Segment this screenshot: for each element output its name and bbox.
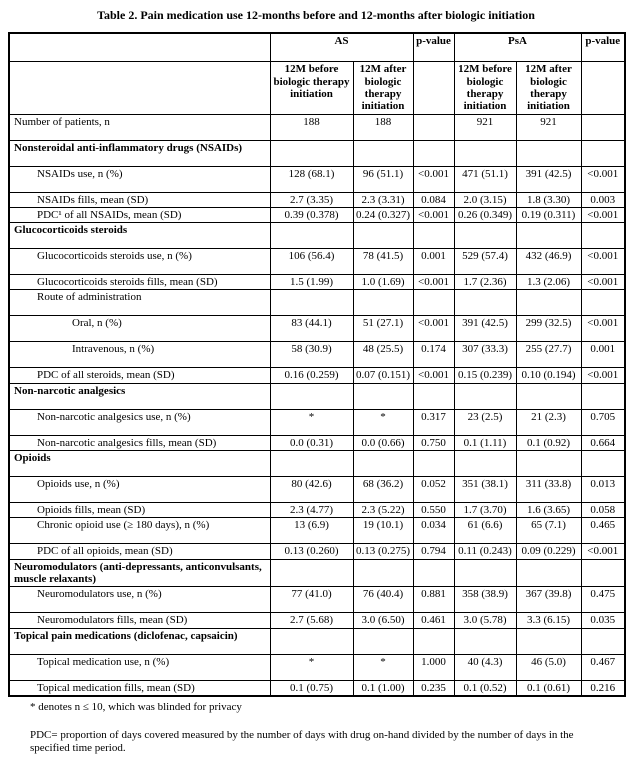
data-cell: 0.1 (0.75) <box>270 680 353 696</box>
footnote-asterisk: * denotes n ≤ 10, which was blinded for privacy <box>30 700 242 713</box>
data-cell: <0.001 <box>413 207 454 222</box>
table-row <box>9 316 625 342</box>
table-row <box>9 654 625 680</box>
row-label: Topical medication fills, mean (SD) <box>9 680 270 696</box>
data-cell: 0.1 (0.92) <box>516 435 581 450</box>
table-row <box>9 680 625 696</box>
data-cell <box>581 383 625 409</box>
table-title: Table 2. Pain medication use 12-months before and 12-months after biologic initiation <box>97 8 535 22</box>
data-cell <box>581 559 625 587</box>
section-header-label: Opioids <box>9 451 270 477</box>
data-cell: 307 (33.3) <box>454 342 516 368</box>
data-cell: 68 (36.2) <box>353 477 413 503</box>
column-group-header-p-value: p-value <box>413 33 454 62</box>
data-cell: 311 (33.8) <box>516 477 581 503</box>
data-cell: 3.0 (6.50) <box>353 613 413 628</box>
data-cell: 0.750 <box>413 435 454 450</box>
data-cell: 23 (2.5) <box>454 409 516 435</box>
row-label: NSAIDs fills, mean (SD) <box>9 192 270 207</box>
data-cell <box>413 559 454 587</box>
data-cell: 106 (56.4) <box>270 249 353 275</box>
data-cell: 0.24 (0.327) <box>353 207 413 222</box>
footnotes <box>30 701 592 756</box>
data-cell <box>454 140 516 166</box>
table-row <box>9 477 625 503</box>
data-cell: <0.001 <box>581 316 625 342</box>
data-cell: 471 (51.1) <box>454 166 516 192</box>
column-header-12m-after-biologic-therapy-initiation: 12M after biologic therapy initiation <box>516 62 581 114</box>
data-cell: 58 (30.9) <box>270 342 353 368</box>
data-cell <box>516 559 581 587</box>
footnote-pdc-definition: PDC= proportion of days covered measured by the number of days with drug on-hand divided by the number of days in the specified time period. <box>30 728 574 755</box>
row-label: Glucocorticoids steroids fills, mean (SD) <box>9 275 270 290</box>
data-cell <box>353 383 413 409</box>
data-cell: 3.0 (5.78) <box>454 613 516 628</box>
row-label: Non-narcotic analgesics fills, mean (SD) <box>9 435 270 450</box>
data-cell <box>581 451 625 477</box>
row-label: Opioids fills, mean (SD) <box>9 503 270 518</box>
data-cell: 0.881 <box>413 587 454 613</box>
data-cell: 299 (32.5) <box>516 316 581 342</box>
row-label: PDC of all steroids, mean (SD) <box>9 368 270 383</box>
table-row <box>9 409 625 435</box>
data-cell: 0.794 <box>413 544 454 559</box>
data-cell: 46 (5.0) <box>516 654 581 680</box>
data-cell: 0.19 (0.311) <box>516 207 581 222</box>
data-cell: <0.001 <box>581 207 625 222</box>
data-cell: 2.3 (3.31) <box>353 192 413 207</box>
table-row <box>9 166 625 192</box>
data-cell: 0.705 <box>581 409 625 435</box>
data-cell: 188 <box>270 114 353 140</box>
data-cell <box>581 114 625 140</box>
data-cell <box>581 140 625 166</box>
data-cell: 0.216 <box>581 680 625 696</box>
table-body <box>9 114 625 696</box>
column-group-header-empty <box>9 33 270 62</box>
data-cell: <0.001 <box>581 249 625 275</box>
data-cell <box>353 451 413 477</box>
data-cell: 96 (51.1) <box>353 166 413 192</box>
data-cell: 0.465 <box>581 518 625 544</box>
data-cell: <0.001 <box>413 166 454 192</box>
data-cell: 0.15 (0.239) <box>454 368 516 383</box>
data-cell: 0.475 <box>581 587 625 613</box>
data-cell: <0.001 <box>413 368 454 383</box>
data-cell: 128 (68.1) <box>270 166 353 192</box>
table-row <box>9 587 625 613</box>
data-cell: 1.0 (1.69) <box>353 275 413 290</box>
data-cell <box>413 290 454 316</box>
data-cell: * <box>353 654 413 680</box>
table-row <box>9 223 625 249</box>
data-cell: 65 (7.1) <box>516 518 581 544</box>
data-cell: 188 <box>353 114 413 140</box>
table-row <box>9 544 625 559</box>
data-cell <box>516 290 581 316</box>
data-cell: 0.11 (0.243) <box>454 544 516 559</box>
data-cell <box>413 383 454 409</box>
data-cell: 3.3 (6.15) <box>516 613 581 628</box>
data-cell <box>270 140 353 166</box>
data-cell <box>353 559 413 587</box>
column-header-12m-before-biologic-therapy-initiation: 12M before biologic therapy initiation <box>270 62 353 114</box>
table-row <box>9 290 625 316</box>
row-label: PDC¹ of all NSAIDs, mean (SD) <box>9 207 270 222</box>
table-row <box>9 207 625 222</box>
header-row-groups <box>9 33 625 62</box>
data-cell: 2.3 (5.22) <box>353 503 413 518</box>
row-label: Oral, n (%) <box>9 316 270 342</box>
data-cell: 0.461 <box>413 613 454 628</box>
table-row <box>9 140 625 166</box>
data-cell: 40 (4.3) <box>454 654 516 680</box>
data-cell <box>270 383 353 409</box>
data-cell: 0.013 <box>581 477 625 503</box>
data-cell: 2.0 (3.15) <box>454 192 516 207</box>
data-cell: 0.13 (0.260) <box>270 544 353 559</box>
data-cell: 48 (25.5) <box>353 342 413 368</box>
table-row <box>9 275 625 290</box>
data-cell <box>454 223 516 249</box>
data-cell: 1.8 (3.30) <box>516 192 581 207</box>
row-label: Glucocorticoids steroids use, n (%) <box>9 249 270 275</box>
data-cell <box>413 223 454 249</box>
data-cell <box>413 140 454 166</box>
data-cell: 0.001 <box>581 342 625 368</box>
data-cell: 921 <box>454 114 516 140</box>
data-cell: * <box>270 409 353 435</box>
data-cell: 0.052 <box>413 477 454 503</box>
data-cell: 0.0 (0.66) <box>353 435 413 450</box>
row-label: Route of administration <box>9 290 270 316</box>
table-row <box>9 503 625 518</box>
data-cell <box>581 223 625 249</box>
data-cell: 77 (41.0) <box>270 587 353 613</box>
data-cell <box>454 290 516 316</box>
data-cell: 358 (38.9) <box>454 587 516 613</box>
data-cell: 255 (27.7) <box>516 342 581 368</box>
table-row <box>9 114 625 140</box>
data-cell: 78 (41.5) <box>353 249 413 275</box>
data-cell: 0.13 (0.275) <box>353 544 413 559</box>
data-cell: 921 <box>516 114 581 140</box>
table-row <box>9 342 625 368</box>
data-cell: 0.09 (0.229) <box>516 544 581 559</box>
column-header-12m-before-biologic-therapy-initiation: 12M before biologic therapy initiation <box>454 62 516 114</box>
data-cell: 391 (42.5) <box>516 166 581 192</box>
table-row <box>9 383 625 409</box>
data-cell: 1.3 (2.06) <box>516 275 581 290</box>
column-header-12m-after-biologic-therapy-initiation: 12M after biologic therapy initiation <box>353 62 413 114</box>
data-cell: 0.317 <box>413 409 454 435</box>
column-group-header-psa: PsA <box>454 33 581 62</box>
data-cell: 0.003 <box>581 192 625 207</box>
column-group-header-p-value: p-value <box>581 33 625 62</box>
data-cell: 0.035 <box>581 613 625 628</box>
data-cell <box>413 114 454 140</box>
data-cell <box>516 223 581 249</box>
section-header-label: Topical pain medications (diclofenac, capsaicin) <box>9 628 270 654</box>
data-cell: 0.001 <box>413 249 454 275</box>
table-row <box>9 518 625 544</box>
data-cell: <0.001 <box>413 275 454 290</box>
data-cell: 0.07 (0.151) <box>353 368 413 383</box>
column-header-empty <box>9 62 270 114</box>
data-cell: 0.235 <box>413 680 454 696</box>
row-label: PDC of all opioids, mean (SD) <box>9 544 270 559</box>
row-label: NSAIDs use, n (%) <box>9 166 270 192</box>
data-cell: 2.7 (5.68) <box>270 613 353 628</box>
data-cell: 21 (2.3) <box>516 409 581 435</box>
data-cell: 0.034 <box>413 518 454 544</box>
table-row <box>9 368 625 383</box>
data-cell: 0.16 (0.259) <box>270 368 353 383</box>
data-cell <box>581 290 625 316</box>
data-cell <box>413 628 454 654</box>
data-cell: 0.174 <box>413 342 454 368</box>
data-cell: 0.550 <box>413 503 454 518</box>
row-label: Non-narcotic analgesics use, n (%) <box>9 409 270 435</box>
data-cell <box>454 383 516 409</box>
data-cell: 0.084 <box>413 192 454 207</box>
row-label: Opioids use, n (%) <box>9 477 270 503</box>
data-cell: <0.001 <box>413 316 454 342</box>
data-cell <box>270 290 353 316</box>
data-cell: 1.000 <box>413 654 454 680</box>
table-row <box>9 249 625 275</box>
column-header-empty <box>581 62 625 114</box>
row-label: Topical medication use, n (%) <box>9 654 270 680</box>
data-cell <box>516 451 581 477</box>
row-label: Intravenous, n (%) <box>9 342 270 368</box>
data-cell: 391 (42.5) <box>454 316 516 342</box>
column-header-empty <box>413 62 454 114</box>
data-cell: 432 (46.9) <box>516 249 581 275</box>
data-cell <box>353 290 413 316</box>
data-cell: <0.001 <box>581 544 625 559</box>
data-cell: 0.467 <box>581 654 625 680</box>
data-cell <box>516 628 581 654</box>
data-cell: 0.058 <box>581 503 625 518</box>
data-cell: 351 (38.1) <box>454 477 516 503</box>
data-cell <box>581 628 625 654</box>
data-cell: 2.7 (3.35) <box>270 192 353 207</box>
row-label: Number of patients, n <box>9 114 270 140</box>
header-row-periods <box>9 62 625 114</box>
data-cell: 0.0 (0.31) <box>270 435 353 450</box>
section-header-label: Nonsteroidal anti-inflammatory drugs (NSAIDs) <box>9 140 270 166</box>
data-cell <box>353 140 413 166</box>
table-row <box>9 192 625 207</box>
data-cell: 0.39 (0.378) <box>270 207 353 222</box>
data-cell: 83 (44.1) <box>270 316 353 342</box>
data-cell: 1.6 (3.65) <box>516 503 581 518</box>
data-cell <box>454 559 516 587</box>
pain-medication-table <box>8 32 626 697</box>
data-cell: 0.10 (0.194) <box>516 368 581 383</box>
data-cell: <0.001 <box>581 166 625 192</box>
data-cell: 61 (6.6) <box>454 518 516 544</box>
data-cell: * <box>353 409 413 435</box>
data-cell: 367 (39.8) <box>516 587 581 613</box>
table-header <box>9 33 625 114</box>
data-cell <box>413 451 454 477</box>
data-cell: 0.26 (0.349) <box>454 207 516 222</box>
row-label: Neuromodulators use, n (%) <box>9 587 270 613</box>
data-cell: 0.1 (0.61) <box>516 680 581 696</box>
section-header-label: Non-narcotic analgesics <box>9 383 270 409</box>
data-cell: 19 (10.1) <box>353 518 413 544</box>
data-cell <box>270 559 353 587</box>
data-cell <box>270 628 353 654</box>
data-cell: 1.7 (2.36) <box>454 275 516 290</box>
data-cell: 529 (57.4) <box>454 249 516 275</box>
data-cell <box>353 223 413 249</box>
data-cell <box>270 451 353 477</box>
data-cell <box>516 140 581 166</box>
section-header-label: Neuromodulators (anti-depressants, anticonvulsants, muscle relaxants) <box>9 559 270 587</box>
table-row <box>9 451 625 477</box>
data-cell <box>353 628 413 654</box>
data-cell <box>454 451 516 477</box>
row-label: Neuromodulators fills, mean (SD) <box>9 613 270 628</box>
data-cell: 0.1 (0.52) <box>454 680 516 696</box>
table-row <box>9 559 625 587</box>
data-cell: 0.664 <box>581 435 625 450</box>
column-group-header-as: AS <box>270 33 413 62</box>
data-cell: <0.001 <box>581 275 625 290</box>
table-row <box>9 435 625 450</box>
data-cell: 1.7 (3.70) <box>454 503 516 518</box>
table-row <box>9 613 625 628</box>
data-cell <box>270 223 353 249</box>
data-cell: <0.001 <box>581 368 625 383</box>
table-row <box>9 628 625 654</box>
data-cell: 0.1 (1.11) <box>454 435 516 450</box>
data-cell: * <box>270 654 353 680</box>
data-cell: 1.5 (1.99) <box>270 275 353 290</box>
section-header-label: Glucocorticoids steroids <box>9 223 270 249</box>
row-label: Chronic opioid use (≥ 180 days), n (%) <box>9 518 270 544</box>
data-cell: 2.3 (4.77) <box>270 503 353 518</box>
data-cell <box>516 383 581 409</box>
data-cell: 76 (40.4) <box>353 587 413 613</box>
data-cell: 51 (27.1) <box>353 316 413 342</box>
data-cell: 0.1 (1.00) <box>353 680 413 696</box>
data-cell <box>454 628 516 654</box>
data-cell: 80 (42.6) <box>270 477 353 503</box>
data-cell: 13 (6.9) <box>270 518 353 544</box>
